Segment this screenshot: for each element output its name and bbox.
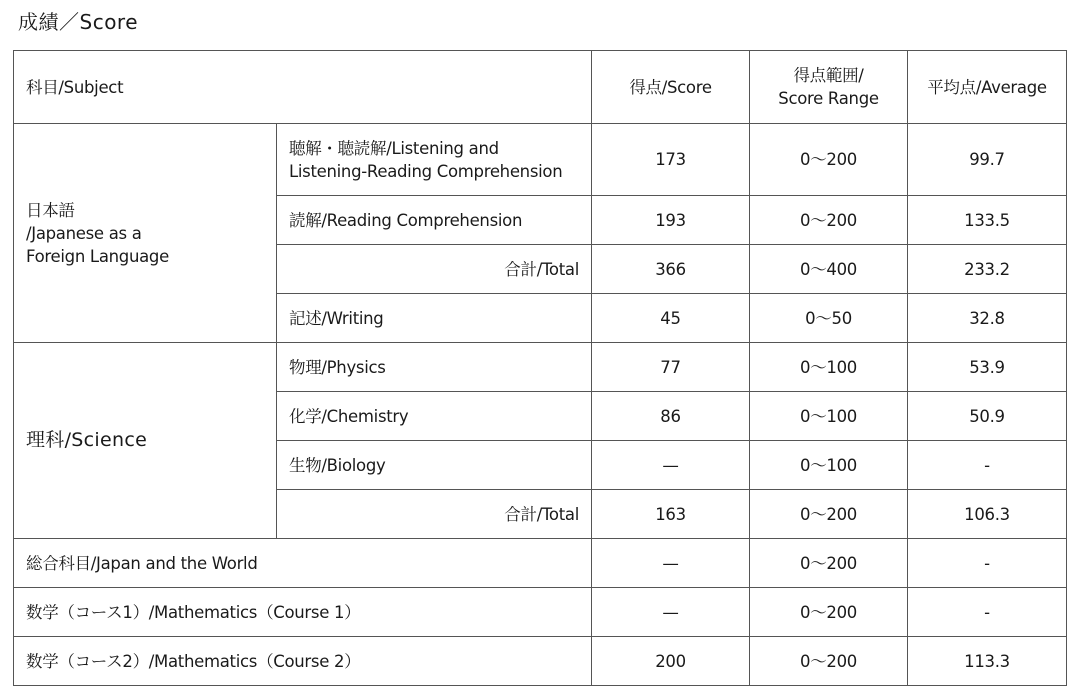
table-row (14, 124, 1067, 196)
range-cell: 0〜200 (750, 637, 908, 686)
table-row (14, 588, 1067, 637)
table-row (14, 637, 1067, 686)
score-cell: 200 (592, 637, 750, 686)
average-cell: 32.8 (908, 294, 1067, 343)
range-cell: 0〜200 (750, 124, 908, 196)
average-cell: 133.5 (908, 196, 1067, 245)
subject-name-cell: 物理/Physics (277, 343, 592, 392)
header-score: 得点/Score (592, 51, 750, 124)
science-group-cell: 理科/Science (14, 343, 277, 539)
range-cell: 0〜200 (750, 588, 908, 637)
subject-name-cell: 総合科目/Japan and the World (14, 539, 592, 588)
header-range-line2: Score Range (778, 89, 879, 108)
average-cell: 233.2 (908, 245, 1067, 294)
average-cell: 53.9 (908, 343, 1067, 392)
score-cell: 173 (592, 124, 750, 196)
header-average: 平均点/Average (908, 51, 1067, 124)
average-cell: - (908, 588, 1067, 637)
page-title: 成績／Score (18, 10, 139, 34)
header-score-range (750, 51, 908, 124)
score-cell: 366 (592, 245, 750, 294)
subject-name-cell: 数学（コース2）/Mathematics（Course 2） (14, 637, 592, 686)
range-cell: 0〜100 (750, 343, 908, 392)
range-cell: 0〜200 (750, 539, 908, 588)
score-cell: 77 (592, 343, 750, 392)
average-cell: 99.7 (908, 124, 1067, 196)
subject-name-cell: 数学（コース1）/Mathematics（Course 1） (14, 588, 592, 637)
average-cell: - (908, 539, 1067, 588)
score-cell: 45 (592, 294, 750, 343)
average-cell: 50.9 (908, 392, 1067, 441)
subject-name-line1: 聴解・聴読解/Listening and (289, 138, 499, 158)
japanese-group-line1: 日本語 (26, 200, 75, 220)
score-cell: 163 (592, 490, 750, 539)
score-cell: — (592, 441, 750, 490)
average-cell: 106.3 (908, 490, 1067, 539)
score-cell: — (592, 588, 750, 637)
range-cell: 0〜200 (750, 196, 908, 245)
average-cell: - (908, 441, 1067, 490)
range-cell: 0〜50 (750, 294, 908, 343)
japanese-group-line2: /Japanese as a (26, 223, 142, 243)
range-cell: 0〜100 (750, 441, 908, 490)
score-cell: 86 (592, 392, 750, 441)
range-cell: 0〜400 (750, 245, 908, 294)
subject-name-cell: 読解/Reading Comprehension (277, 196, 592, 245)
average-cell: 113.3 (908, 637, 1067, 686)
header-row (14, 51, 1067, 124)
header-subject: 科目/Subject (14, 51, 592, 124)
subject-name-cell: 記述/Writing (277, 294, 592, 343)
subject-name-cell: 化学/Chemistry (277, 392, 592, 441)
score-table (13, 50, 1067, 686)
total-label-cell: 合計/Total (277, 490, 592, 539)
total-label-cell: 合計/Total (277, 245, 592, 294)
subject-name-line2: Listening-Reading Comprehension (289, 161, 563, 181)
subject-name-cell (277, 124, 592, 196)
subject-name-cell: 生物/Biology (277, 441, 592, 490)
table-row (14, 343, 1067, 392)
header-range-line1: 得点範囲/ (793, 66, 864, 85)
score-cell: 193 (592, 196, 750, 245)
japanese-group-line3: Foreign Language (26, 246, 169, 266)
score-cell: — (592, 539, 750, 588)
japanese-group-cell (14, 124, 277, 343)
range-cell: 0〜100 (750, 392, 908, 441)
range-cell: 0〜200 (750, 490, 908, 539)
table-row (14, 539, 1067, 588)
